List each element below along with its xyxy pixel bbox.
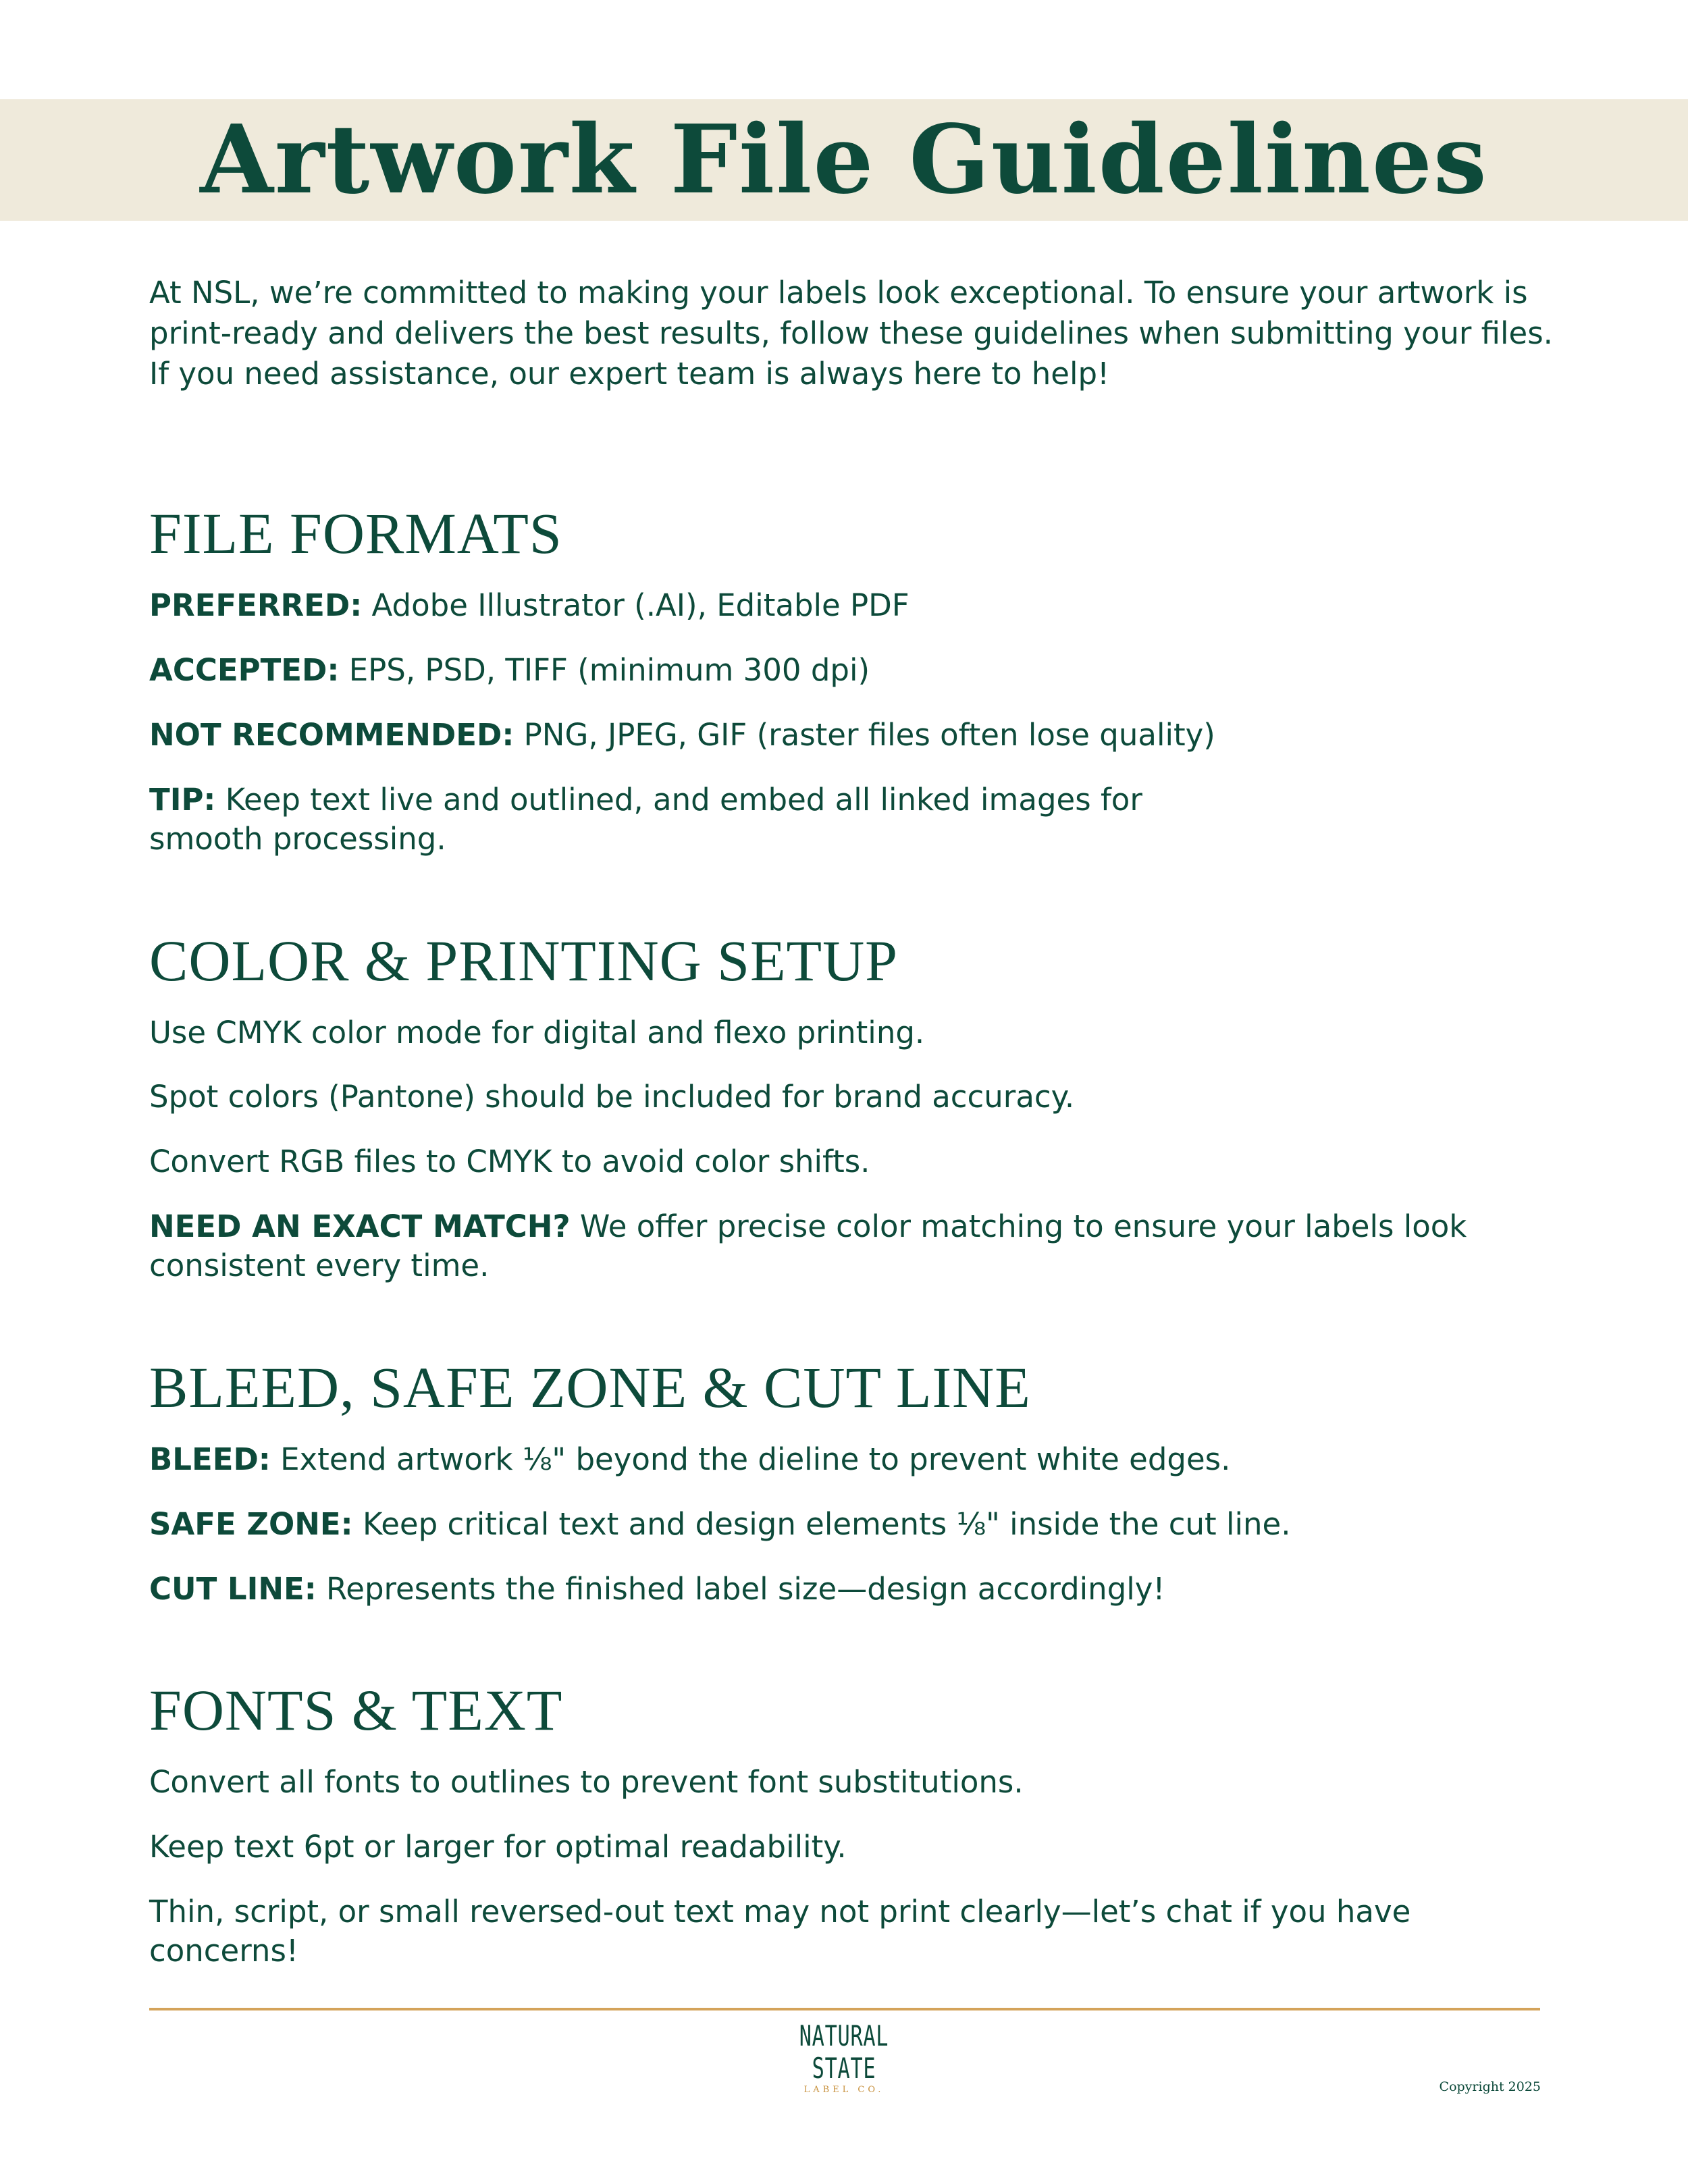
tip-line (149, 780, 1257, 859)
fonts-line-3: Thin, script, or small reversed-out text may not print clearly—let’s chat if you have concerns! (149, 1894, 1411, 1969)
preferred-line (149, 586, 1554, 625)
exact-match-line (149, 1207, 1554, 1285)
cut-line-label: CUT LINE: (149, 1571, 317, 1607)
intro-paragraph: At NSL, we’re committed to making your labels look exceptional. To ensure your artwork is print-ready and delivers the best results, follow these guidelines when submitting your files. If you need assistance, our expert team is always here to help! (149, 275, 1553, 392)
copyright-text: Copyright 2025 (1439, 2079, 1541, 2094)
tip-label: TIP: (149, 782, 216, 818)
tip-text: Keep text live and outlined, and embed all linked images for smooth processing. (149, 782, 1142, 857)
safe-zone-label: SAFE ZONE: (149, 1506, 353, 1542)
accepted-label: ACCEPTED: (149, 652, 340, 688)
bleed-text: Extend artwork ⅛" beyond the dieline to prevent white edges. (270, 1441, 1231, 1477)
cut-line-line (149, 1570, 1554, 1609)
logo-line-1: NATURAL (799, 2019, 889, 2052)
bleed-label: BLEED: (149, 1441, 271, 1477)
page-title: Artwork File Guidelines (200, 105, 1488, 215)
accepted-line (149, 651, 1554, 690)
exact-match-label: NEED AN EXACT MATCH? (149, 1208, 571, 1244)
safe-zone-line (149, 1505, 1554, 1544)
color-line-3: Convert RGB files to CMYK to avoid color shifts. (149, 1144, 870, 1179)
color-heading: COLOR & PRINTING SETUP (149, 928, 899, 993)
preferred-text: Adobe Illustrator (.AI), Editable PDF (362, 587, 909, 623)
logo-line-2: STATE (812, 2052, 876, 2085)
file-formats-heading: FILE FORMATS (149, 501, 562, 566)
footer-divider (149, 2008, 1540, 2010)
not-recommended-line (149, 716, 1554, 755)
accepted-text: EPS, PSD, TIFF (minimum 300 dpi) (339, 652, 870, 688)
preferred-label: PREFERRED: (149, 587, 363, 623)
fonts-line-1: Convert all fonts to outlines to prevent font substitutions. (149, 1764, 1024, 1800)
not-recommended-label: NOT RECOMMENDED: (149, 717, 515, 753)
exact-match-text: We offer precise color matching to ensure your labels look consistent every time. (149, 1208, 1467, 1283)
fonts-line-2: Keep text 6pt or larger for optimal readability. (149, 1829, 847, 1865)
natural-state-logo (776, 2020, 912, 2101)
cut-line-text: Represents the finished label size—design accordingly! (316, 1571, 1165, 1607)
not-recommended-text: PNG, JPEG, GIF (raster files often lose quality) (514, 717, 1215, 753)
bleed-heading: BLEED, SAFE ZONE & CUT LINE (149, 1355, 1031, 1420)
fonts-heading: FONTS & TEXT (149, 1678, 563, 1742)
safe-zone-text: Keep critical text and design elements ⅛" inside the cut line. (352, 1506, 1291, 1542)
color-line-2: Spot colors (Pantone) should be included for brand accuracy. (149, 1079, 1075, 1115)
logo-line-3: LABEL CO. (803, 2085, 885, 2095)
color-line-1: Use CMYK color mode for digital and flexo printing. (149, 1015, 925, 1050)
bleed-line (149, 1440, 1554, 1479)
